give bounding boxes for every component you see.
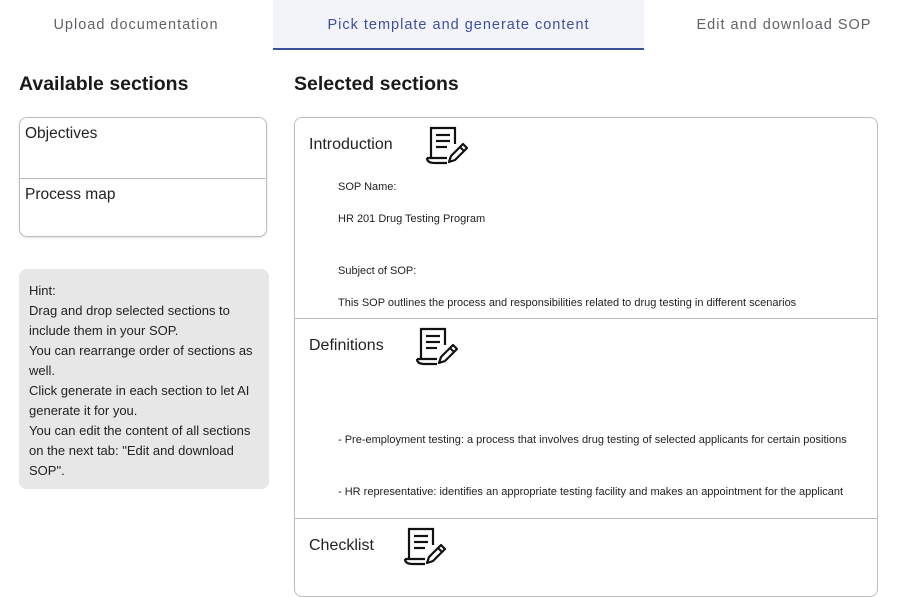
edit-document-icon[interactable] <box>425 122 469 166</box>
section-checklist[interactable] <box>295 518 877 597</box>
hint-line: Drag and drop selected sections to include them in your SOP. <box>29 303 230 338</box>
tab-edit-download-sop[interactable]: Edit and download SOP <box>696 17 872 33</box>
tab-upload-documentation[interactable]: Upload documentation <box>53 17 219 33</box>
hint-box <box>19 269 269 489</box>
hint-heading: Hint: <box>29 283 56 298</box>
section-text: - Pre-employment testing: a process that involves drug testing of selected applicants for certain positions <box>338 434 847 446</box>
section-text: HR 201 Drug Testing Program <box>338 213 486 225</box>
section-text: This SOP outlines the process and responsibilities related to drug testing in different scenarios <box>338 297 797 309</box>
section-title: Definitions <box>309 337 384 354</box>
available-sections-list <box>19 117 267 237</box>
hint-line: Click generate in each section to let AI generate it for you. <box>29 383 250 418</box>
available-section-process-map[interactable]: Process map <box>20 178 266 237</box>
edit-document-icon[interactable] <box>415 323 459 367</box>
available-sections-title: Available sections <box>19 73 189 95</box>
tab-bar <box>0 0 898 50</box>
section-text: SOP Name: <box>338 181 397 193</box>
tab-pick-template[interactable]: Pick template and generate content <box>273 0 644 50</box>
section-title: Introduction <box>309 136 393 153</box>
selected-sections-title: Selected sections <box>294 73 459 95</box>
edit-document-icon[interactable] <box>403 523 447 567</box>
section-text: Subject of SOP: <box>338 265 417 277</box>
selected-sections-list <box>294 117 878 597</box>
section-introduction[interactable] <box>295 118 877 318</box>
hint-line: You can rearrange order of sections as well. <box>29 343 253 378</box>
available-section-objectives[interactable]: Objectives <box>25 125 98 142</box>
section-title: Checklist <box>309 537 374 554</box>
section-definitions[interactable] <box>295 318 877 519</box>
hint-line: You can edit the content of all sections on the next tab: "Edit and download SOP". <box>29 423 251 478</box>
section-text: - HR representative: identifies an appropriate testing facility and makes an appointment for the applicant <box>338 486 844 498</box>
